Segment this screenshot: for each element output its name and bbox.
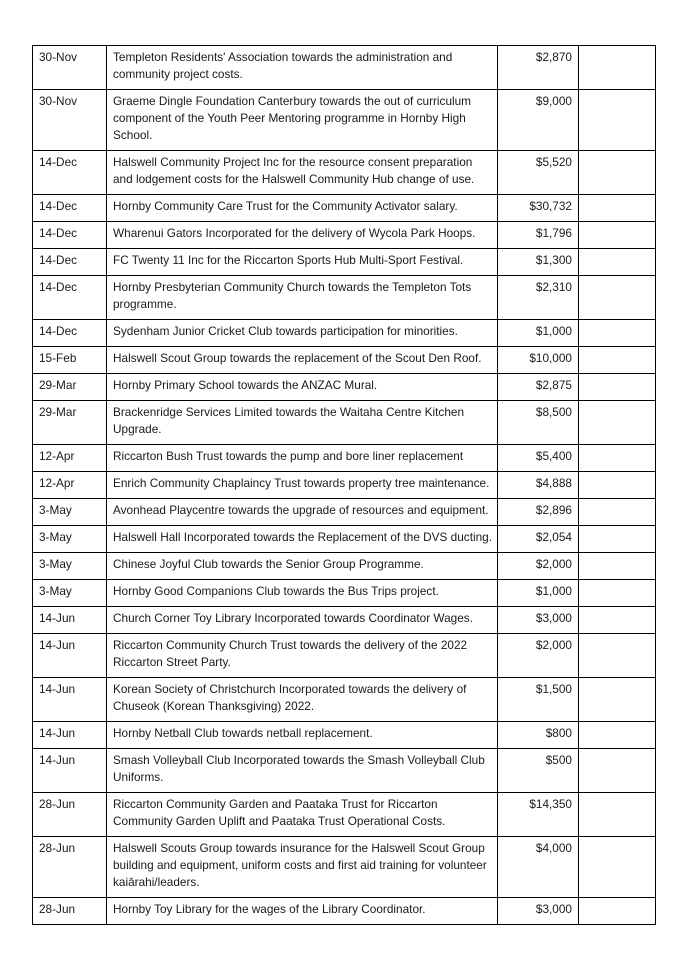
grant-amount: $1,000 [498,580,579,607]
grant-date: 14-Jun [33,722,107,749]
grant-amount: $2,054 [498,526,579,553]
empty-cell [579,151,656,195]
grant-description: Hornby Good Companions Club towards the Bus Trips project. [107,580,498,607]
empty-cell [579,499,656,526]
grant-description: Riccarton Bush Trust towards the pump and bore liner replacement [107,445,498,472]
empty-cell [579,401,656,445]
grant-date: 30-Nov [33,90,107,151]
empty-cell [579,374,656,401]
table-row [33,898,656,925]
grant-description: Hornby Toy Library for the wages of the Library Coordinator. [107,898,498,925]
grant-description: Halswell Community Project Inc for the resource consent preparation and lodgement costs for the Halswell Community Hub change of use. [107,151,498,195]
grant-date: 30-Nov [33,46,107,90]
empty-cell [579,837,656,898]
grant-date: 12-Apr [33,472,107,499]
grant-date: 15-Feb [33,347,107,374]
empty-cell [579,445,656,472]
table-row [33,445,656,472]
empty-cell [579,320,656,347]
grant-description: Hornby Netball Club towards netball replacement. [107,722,498,749]
empty-cell [579,749,656,793]
grant-amount: $14,350 [498,793,579,837]
grant-description: Korean Society of Christchurch Incorporated towards the delivery of Chuseok (Korean Thanksgiving) 2022. [107,678,498,722]
empty-cell [579,793,656,837]
grant-description: Smash Volleyball Club Incorporated towards the Smash Volleyball Club Uniforms. [107,749,498,793]
table-row [33,722,656,749]
grant-description: Graeme Dingle Foundation Canterbury towards the out of curriculum component of the Youth Peer Mentoring programme in Hornby High School. [107,90,498,151]
grant-date: 14-Dec [33,276,107,320]
grant-amount: $30,732 [498,195,579,222]
grant-description: Avonhead Playcentre towards the upgrade of resources and equipment. [107,499,498,526]
grant-description: Templeton Residents' Association towards the administration and community project costs. [107,46,498,90]
grant-amount: $1,000 [498,320,579,347]
table-row [33,320,656,347]
grant-date: 14-Jun [33,607,107,634]
grant-date: 29-Mar [33,374,107,401]
grant-date: 29-Mar [33,401,107,445]
grant-amount: $1,500 [498,678,579,722]
grant-description: Riccarton Community Church Trust towards the delivery of the 2022 Riccarton Street Party. [107,634,498,678]
grant-date: 14-Dec [33,249,107,276]
grant-date: 14-Dec [33,195,107,222]
table-row [33,749,656,793]
grant-date: 12-Apr [33,445,107,472]
table-row [33,634,656,678]
empty-cell [579,607,656,634]
table-row [33,90,656,151]
table-row [33,347,656,374]
grant-description: Hornby Community Care Trust for the Community Activator salary. [107,195,498,222]
grant-amount: $4,888 [498,472,579,499]
grant-date: 14-Jun [33,678,107,722]
grant-amount: $2,310 [498,276,579,320]
table-row [33,678,656,722]
table-row [33,195,656,222]
table-row [33,222,656,249]
grant-description: Brackenridge Services Limited towards the Waitaha Centre Kitchen Upgrade. [107,401,498,445]
table-row [33,607,656,634]
empty-cell [579,634,656,678]
table-row [33,46,656,90]
grant-amount: $9,000 [498,90,579,151]
grant-amount: $1,796 [498,222,579,249]
document-page [32,45,655,925]
table-row [33,151,656,195]
table-row [33,472,656,499]
table-row [33,580,656,607]
grant-amount: $800 [498,722,579,749]
empty-cell [579,722,656,749]
grant-description: Wharenui Gators Incorporated for the delivery of Wycola Park Hoops. [107,222,498,249]
grant-date: 14-Jun [33,749,107,793]
grant-amount: $2,875 [498,374,579,401]
empty-cell [579,90,656,151]
grant-description: Halswell Hall Incorporated towards the Replacement of the DVS ducting. [107,526,498,553]
grant-description: FC Twenty 11 Inc for the Riccarton Sports Hub Multi-Sport Festival. [107,249,498,276]
table-row [33,499,656,526]
table-row [33,526,656,553]
empty-cell [579,347,656,374]
empty-cell [579,222,656,249]
grant-date: 14-Dec [33,320,107,347]
table-row [33,837,656,898]
table-row [33,276,656,320]
grant-date: 3-May [33,580,107,607]
grant-date: 3-May [33,499,107,526]
grant-amount: $8,500 [498,401,579,445]
grant-amount: $5,400 [498,445,579,472]
empty-cell [579,249,656,276]
table-row [33,553,656,580]
grant-description: Chinese Joyful Club towards the Senior Group Programme. [107,553,498,580]
grant-date: 3-May [33,526,107,553]
grant-date: 28-Jun [33,898,107,925]
grant-date: 14-Jun [33,634,107,678]
table-row [33,249,656,276]
grant-date: 3-May [33,553,107,580]
table-row [33,793,656,837]
empty-cell [579,553,656,580]
grant-date: 28-Jun [33,837,107,898]
grant-date: 14-Dec [33,151,107,195]
table-row [33,374,656,401]
table-row [33,401,656,445]
grant-date: 14-Dec [33,222,107,249]
grant-amount: $2,870 [498,46,579,90]
grant-description: Halswell Scouts Group towards insurance for the Halswell Scout Group building and equipment, uniform costs and first aid training for volunteer kaiārahi/leaders. [107,837,498,898]
empty-cell [579,898,656,925]
grant-description: Enrich Community Chaplaincy Trust towards property tree maintenance. [107,472,498,499]
grant-description: Hornby Primary School towards the ANZAC Mural. [107,374,498,401]
grant-description: Hornby Presbyterian Community Church towards the Templeton Tots programme. [107,276,498,320]
empty-cell [579,46,656,90]
empty-cell [579,276,656,320]
empty-cell [579,678,656,722]
grants-table [32,45,656,925]
grant-description: Sydenham Junior Cricket Club towards participation for minorities. [107,320,498,347]
grant-amount: $1,300 [498,249,579,276]
grant-amount: $500 [498,749,579,793]
grant-date: 28-Jun [33,793,107,837]
grant-amount: $3,000 [498,607,579,634]
grant-description: Halswell Scout Group towards the replacement of the Scout Den Roof. [107,347,498,374]
grant-description: Riccarton Community Garden and Paataka Trust for Riccarton Community Garden Uplift and Paataka Trust Operational Costs. [107,793,498,837]
empty-cell [579,580,656,607]
grant-amount: $2,896 [498,499,579,526]
grant-description: Church Corner Toy Library Incorporated towards Coordinator Wages. [107,607,498,634]
grants-table-body [33,46,656,925]
empty-cell [579,195,656,222]
grant-amount: $10,000 [498,347,579,374]
grant-amount: $2,000 [498,634,579,678]
empty-cell [579,526,656,553]
grant-amount: $3,000 [498,898,579,925]
grant-amount: $5,520 [498,151,579,195]
empty-cell [579,472,656,499]
grant-amount: $2,000 [498,553,579,580]
grant-amount: $4,000 [498,837,579,898]
